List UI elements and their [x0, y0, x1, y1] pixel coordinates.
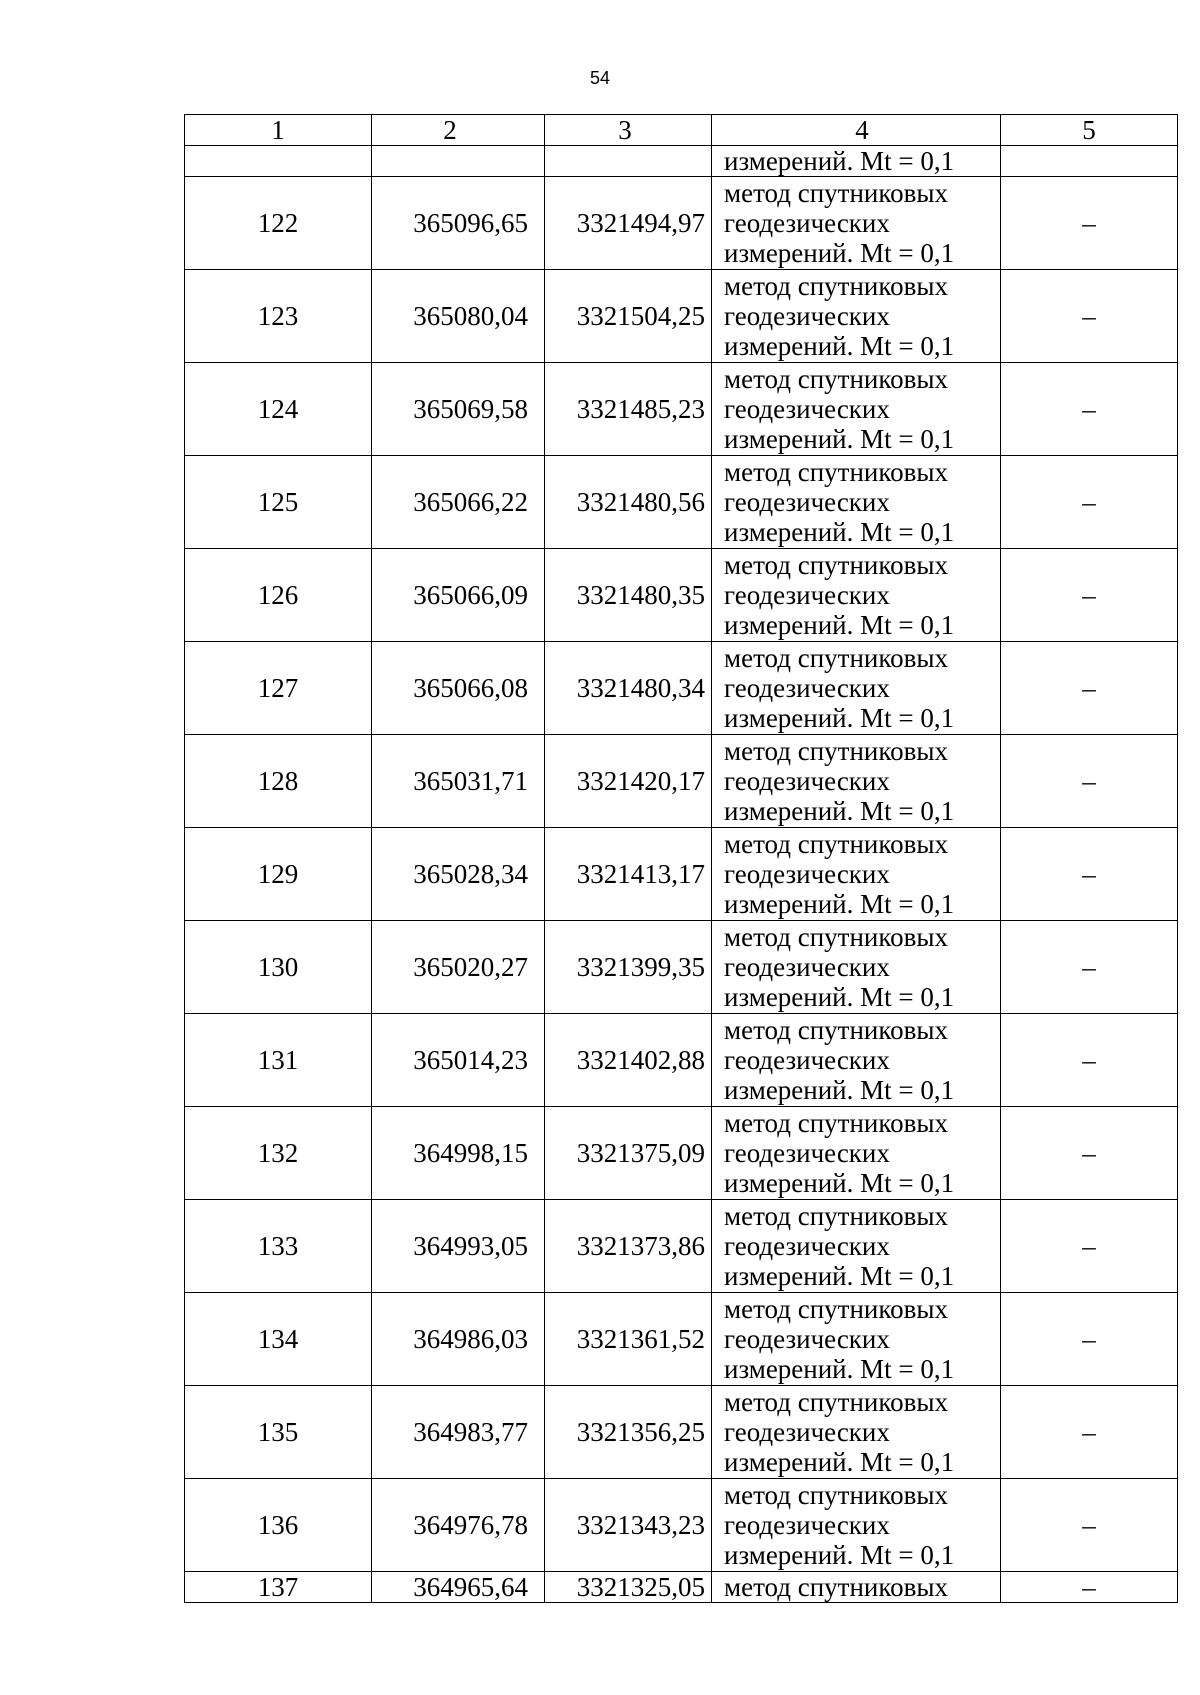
- method-line-3: измерений. Mt = 0,1: [724, 703, 955, 733]
- method-line-1: метод спутниковых: [724, 922, 948, 952]
- method-line-1: метод спутниковых: [724, 457, 948, 487]
- cell-y: 3321480,34: [545, 642, 712, 735]
- cell-y: 3321480,56: [545, 456, 712, 549]
- table-row: [185, 1014, 1178, 1107]
- method-line-1: метод спутниковых: [724, 364, 948, 394]
- cell-method: [712, 549, 1001, 642]
- cell-method: [712, 828, 1001, 921]
- table-row-partial: [185, 1572, 1178, 1603]
- cell-method: [712, 1386, 1001, 1479]
- method-line-3: измерений. Mt = 0,1: [724, 1075, 955, 1105]
- method-line-1: метод спутниковых: [724, 550, 948, 580]
- table-row: [185, 642, 1178, 735]
- cell-x: 365096,65: [372, 177, 545, 270]
- cell-x: 364983,77: [372, 1386, 545, 1479]
- cell-y: 3321356,25: [545, 1386, 712, 1479]
- cell-x: 364986,03: [372, 1293, 545, 1386]
- cell-note: –: [1001, 828, 1178, 921]
- table-row: [185, 177, 1178, 270]
- method-line-1: метод спутниковых: [724, 643, 948, 673]
- cell-method: [712, 456, 1001, 549]
- cell-method: [712, 1014, 1001, 1107]
- cell-point: 123: [185, 270, 372, 363]
- cell-method: [712, 177, 1001, 270]
- continuation-row: [185, 146, 1178, 177]
- method-line-2: геодезических: [724, 1510, 890, 1540]
- column-header-1: 1: [185, 115, 372, 146]
- cell-y: 3321420,17: [545, 735, 712, 828]
- method-line-2: геодезических: [724, 1417, 890, 1447]
- method-line-1: метод спутниковых: [724, 1387, 948, 1417]
- table-row: [185, 549, 1178, 642]
- cell-y: [545, 146, 712, 177]
- method-line-2: геодезических: [724, 1045, 890, 1075]
- cell-note: –: [1001, 642, 1178, 735]
- cell-x: 365080,04: [372, 270, 545, 363]
- cell-y: 3321402,88: [545, 1014, 712, 1107]
- cell-point: 126: [185, 549, 372, 642]
- cell-point: 125: [185, 456, 372, 549]
- method-line-3: измерений. Mt = 0,1: [724, 424, 955, 454]
- method-line-3: измерений. Mt = 0,1: [724, 610, 955, 640]
- table-row: [185, 270, 1178, 363]
- method-line-3: измерений. Mt = 0,1: [724, 1354, 955, 1384]
- cell-note: –: [1001, 549, 1178, 642]
- cell-note: –: [1001, 1572, 1178, 1603]
- cell-note: –: [1001, 735, 1178, 828]
- cell-y: 3321399,35: [545, 921, 712, 1014]
- cell-note: –: [1001, 921, 1178, 1014]
- cell-x: 364965,64: [372, 1572, 545, 1603]
- cell-y: 3321361,52: [545, 1293, 712, 1386]
- cell-point: 132: [185, 1107, 372, 1200]
- cell-method: [712, 642, 1001, 735]
- cell-x: 365014,23: [372, 1014, 545, 1107]
- page-number: 54: [589, 68, 611, 88]
- cell-point: 134: [185, 1293, 372, 1386]
- method-line-3: измерений. Mt = 0,1: [724, 796, 955, 826]
- column-header-4: 4: [712, 115, 1001, 146]
- cell-method: [712, 363, 1001, 456]
- cell-note: –: [1001, 1293, 1178, 1386]
- cell-y: 3321480,35: [545, 549, 712, 642]
- cell-point: 131: [185, 1014, 372, 1107]
- cell-point: 129: [185, 828, 372, 921]
- cell-note: –: [1001, 1386, 1178, 1479]
- cell-point: 135: [185, 1386, 372, 1479]
- cell-y: 3321485,23: [545, 363, 712, 456]
- method-line-2: геодезических: [724, 1138, 890, 1168]
- cell-y: 3321494,97: [545, 177, 712, 270]
- method-line-3: измерений. Mt = 0,1: [724, 238, 955, 268]
- table-row: [185, 1386, 1178, 1479]
- method-line-2: геодезических: [724, 1324, 890, 1354]
- method-line-1: метод спутниковых: [724, 1201, 948, 1231]
- cell-method: [712, 1107, 1001, 1200]
- cell-x: 365020,27: [372, 921, 545, 1014]
- table-row: [185, 1200, 1178, 1293]
- cell-note: –: [1001, 1014, 1178, 1107]
- cell-point: 124: [185, 363, 372, 456]
- table-row: [185, 363, 1178, 456]
- method-line-1: метод спутниковых: [724, 178, 948, 208]
- cell-method: [712, 735, 1001, 828]
- cell-method: [712, 1479, 1001, 1572]
- cell-x: 365069,58: [372, 363, 545, 456]
- cell-note: –: [1001, 1107, 1178, 1200]
- method-line-3: измерений. Mt = 0,1: [724, 331, 955, 361]
- cell-point: 130: [185, 921, 372, 1014]
- cell-x: 365031,71: [372, 735, 545, 828]
- cell-y: 3321504,25: [545, 270, 712, 363]
- column-header-3: 3: [545, 115, 712, 146]
- method-line-2: геодезических: [724, 301, 890, 331]
- cell-note: [1001, 146, 1178, 177]
- cell-point: 136: [185, 1479, 372, 1572]
- cell-method: измерений. Mt = 0,1: [712, 146, 1001, 177]
- cell-point: 137: [185, 1572, 372, 1603]
- table-row: [185, 1479, 1178, 1572]
- method-line-2: геодезических: [724, 766, 890, 796]
- column-header-5: 5: [1001, 115, 1178, 146]
- method-line-2: геодезических: [724, 580, 890, 610]
- cell-x: 365066,08: [372, 642, 545, 735]
- method-line-2: геодезических: [724, 487, 890, 517]
- table-row: [185, 735, 1178, 828]
- cell-x: 364998,15: [372, 1107, 545, 1200]
- cell-note: –: [1001, 1200, 1178, 1293]
- method-line-1: метод спутниковых: [724, 829, 948, 859]
- cell-point: 122: [185, 177, 372, 270]
- cell-point: 127: [185, 642, 372, 735]
- column-header-2: 2: [372, 115, 545, 146]
- cell-note: –: [1001, 270, 1178, 363]
- cell-note: –: [1001, 1479, 1178, 1572]
- method-line-2: геодезических: [724, 859, 890, 889]
- method-line-1: метод спутниковых: [724, 1015, 948, 1045]
- cell-x: 365066,09: [372, 549, 545, 642]
- cell-x: 365066,22: [372, 456, 545, 549]
- cell-method: [712, 1293, 1001, 1386]
- cell-y: 3321325,05: [545, 1572, 712, 1603]
- cell-x: 364993,05: [372, 1200, 545, 1293]
- method-line-1: метод спутниковых: [724, 1480, 948, 1510]
- method-line-2: геодезических: [724, 394, 890, 424]
- method-line-2: геодезических: [724, 208, 890, 238]
- method-line-3: измерений. Mt = 0,1: [724, 889, 955, 919]
- cell-method: [712, 270, 1001, 363]
- table-row: [185, 921, 1178, 1014]
- cell-note: –: [1001, 177, 1178, 270]
- method-line-3: измерений. Mt = 0,1: [724, 1540, 955, 1570]
- cell-y: 3321373,86: [545, 1200, 712, 1293]
- method-line-2: геодезических: [724, 673, 890, 703]
- header-row: [185, 115, 1178, 146]
- method-line-1: метод спутниковых: [724, 271, 948, 301]
- cell-point: 133: [185, 1200, 372, 1293]
- cell-point: 128: [185, 735, 372, 828]
- coordinates-table: [184, 114, 1178, 1603]
- table-row: [185, 1293, 1178, 1386]
- cell-method: метод спутниковых: [712, 1572, 1001, 1603]
- cell-y: 3321375,09: [545, 1107, 712, 1200]
- table-row: [185, 1107, 1178, 1200]
- method-line-1: метод спутниковых: [724, 736, 948, 766]
- cell-point: [185, 146, 372, 177]
- method-line-3: измерений. Mt = 0,1: [724, 982, 955, 1012]
- method-line-2: геодезических: [724, 952, 890, 982]
- cell-x: 364976,78: [372, 1479, 545, 1572]
- cell-note: –: [1001, 363, 1178, 456]
- method-line-3: измерений. Mt = 0,1: [724, 1261, 955, 1291]
- method-line-3: измерений. Mt = 0,1: [724, 1168, 955, 1198]
- method-line-1: метод спутниковых: [724, 1294, 948, 1324]
- method-line-3: измерений. Mt = 0,1: [724, 1447, 955, 1477]
- table-row: [185, 456, 1178, 549]
- cell-x: [372, 146, 545, 177]
- cell-method: [712, 921, 1001, 1014]
- cell-y: 3321343,23: [545, 1479, 712, 1572]
- cell-y: 3321413,17: [545, 828, 712, 921]
- method-line-3: измерений. Mt = 0,1: [724, 517, 955, 547]
- method-line-2: геодезических: [724, 1231, 890, 1261]
- cell-method: [712, 1200, 1001, 1293]
- cell-x: 365028,34: [372, 828, 545, 921]
- table-row: [185, 828, 1178, 921]
- cell-note: –: [1001, 456, 1178, 549]
- method-line-1: метод спутниковых: [724, 1108, 948, 1138]
